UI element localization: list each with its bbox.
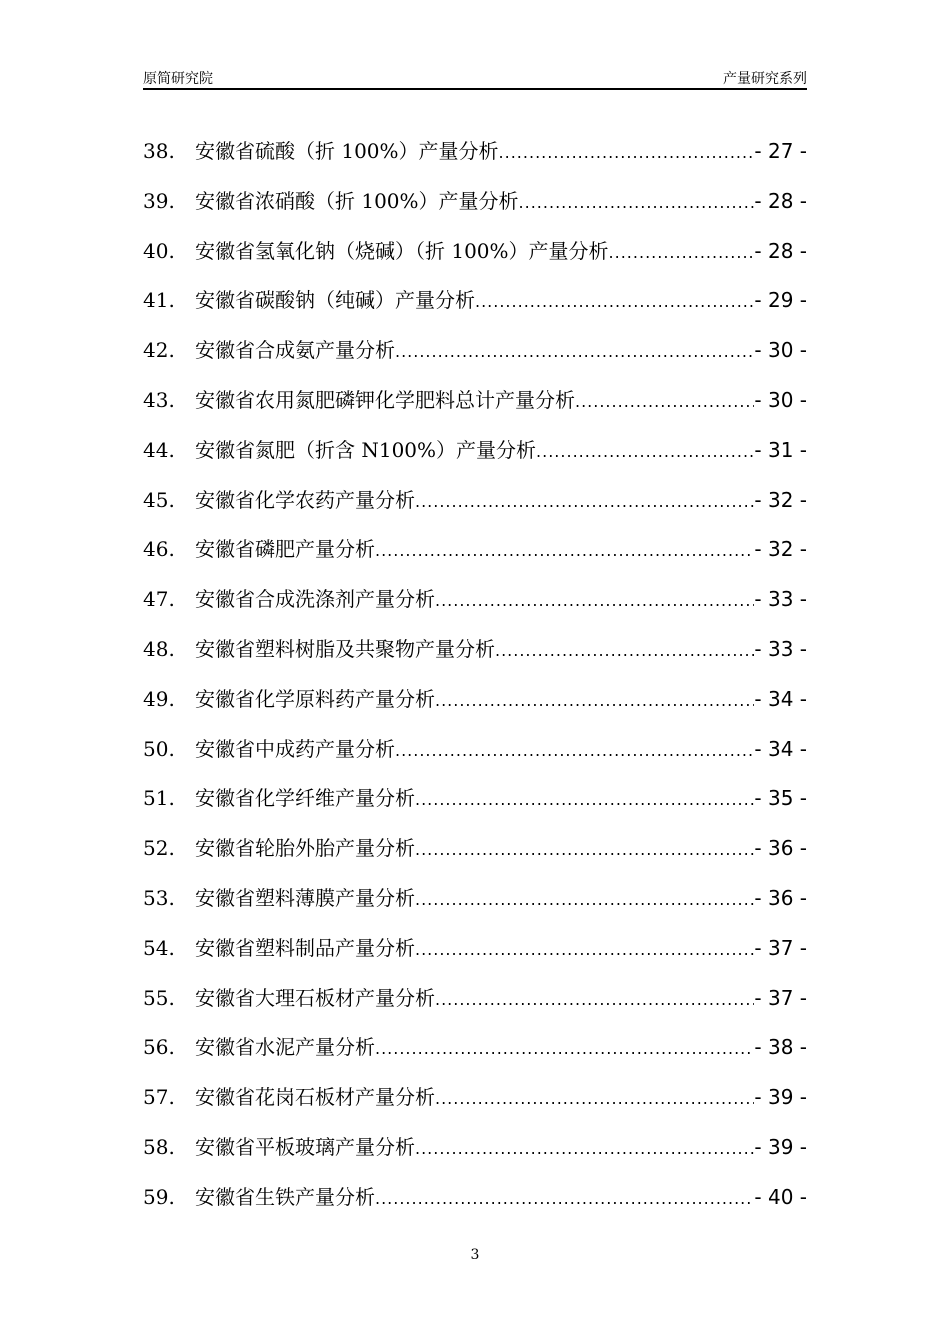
toc-entry-title[interactable]: 安徽省塑料制品产量分析 — [195, 935, 415, 960]
toc-entry-page[interactable]: - 34 - — [754, 686, 807, 711]
toc-entry-page[interactable]: - 33 - — [754, 636, 807, 661]
toc-entry[interactable] — [143, 932, 807, 982]
toc-dot-leader — [435, 1089, 754, 1108]
toc-entry-page[interactable]: - 29 - — [754, 288, 807, 313]
toc-entry-page[interactable]: - 28 - — [754, 188, 807, 213]
toc-dot-leader — [375, 1189, 754, 1208]
header-org: 原简研究院 — [143, 71, 213, 87]
toc-entry-page[interactable]: - 35 - — [754, 786, 807, 811]
toc-entry[interactable] — [143, 284, 807, 334]
toc-entry-title[interactable]: 安徽省生铁产量分析 — [195, 1184, 375, 1209]
toc-entry-page[interactable]: - 32 - — [754, 537, 807, 562]
toc-entry[interactable] — [143, 384, 807, 434]
toc-dot-leader — [609, 243, 755, 262]
toc-entry-title[interactable]: 安徽省轮胎外胎产量分析 — [195, 836, 415, 861]
toc-entry-title[interactable]: 安徽省农用氮肥磷钾化学肥料总计产量分析 — [195, 387, 575, 412]
page-header — [143, 66, 807, 90]
toc-entry-number: 43. — [143, 387, 175, 412]
toc-dot-leader — [435, 691, 754, 710]
toc-entry-page[interactable]: - 32 - — [754, 487, 807, 512]
toc-entry[interactable] — [143, 583, 807, 633]
toc-entry-number: 56. — [143, 1035, 175, 1060]
toc-entry-page[interactable]: - 39 - — [754, 1085, 807, 1110]
toc-entry-number: 47. — [143, 587, 175, 612]
toc-entry-number: 53. — [143, 885, 175, 910]
toc-entry-number: 52. — [143, 836, 175, 861]
toc-dot-leader — [475, 292, 754, 311]
toc-entry-title[interactable]: 安徽省中成药产量分析 — [195, 736, 395, 761]
toc-entry[interactable] — [143, 1181, 807, 1231]
toc-dot-leader — [499, 143, 755, 162]
toc-entry-page[interactable]: - 39 - — [754, 1134, 807, 1159]
toc-entry-number: 42. — [143, 338, 175, 363]
header-series: 产量研究系列 — [723, 71, 807, 87]
toc-entry[interactable] — [143, 882, 807, 932]
toc-entry-page[interactable]: - 30 - — [754, 338, 807, 363]
toc-entry-number: 55. — [143, 985, 175, 1010]
toc-dot-leader — [575, 392, 754, 411]
toc-entry-number: 39. — [143, 188, 175, 213]
toc-entry-number: 54. — [143, 935, 175, 960]
toc-entry-title[interactable]: 安徽省合成洗涤剂产量分析 — [195, 587, 435, 612]
toc-entry[interactable] — [143, 484, 807, 534]
toc-entry-page[interactable]: - 28 - — [754, 238, 807, 263]
toc-entry-number: 38. — [143, 139, 175, 163]
table-of-contents — [143, 135, 807, 1231]
toc-entry-number: 57. — [143, 1085, 175, 1110]
toc-entry[interactable] — [143, 135, 807, 185]
toc-entry-number: 48. — [143, 636, 175, 661]
toc-entry-page[interactable]: - 37 - — [754, 985, 807, 1010]
page-number: 3 — [470, 1247, 480, 1263]
toc-entry-title[interactable]: 安徽省塑料树脂及共聚物产量分析 — [195, 636, 495, 661]
toc-entry-page[interactable]: - 31 - — [754, 437, 807, 462]
toc-entry-title[interactable]: 安徽省氢氧化钠（烧碱）（折 100%）产量分析 — [195, 238, 609, 263]
toc-dot-leader — [415, 492, 754, 511]
toc-entry[interactable] — [143, 832, 807, 882]
toc-entry[interactable] — [143, 633, 807, 683]
toc-dot-leader — [495, 641, 754, 660]
toc-dot-leader — [415, 890, 754, 909]
toc-entry-title[interactable]: 安徽省氮肥（折含 N100%）产量分析 — [195, 437, 537, 462]
toc-entry-number: 44. — [143, 437, 175, 462]
toc-entry-title[interactable]: 安徽省磷肥产量分析 — [195, 537, 375, 562]
toc-entry-page[interactable]: - 36 - — [754, 885, 807, 910]
toc-entry-title[interactable]: 安徽省浓硝酸（折 100%）产量分析 — [195, 188, 519, 213]
toc-entry-title[interactable]: 安徽省大理石板材产量分析 — [195, 985, 435, 1010]
toc-entry-page[interactable]: - 34 - — [754, 736, 807, 761]
toc-entry-number: 51. — [143, 786, 175, 811]
toc-entry-number: 46. — [143, 537, 175, 562]
toc-entry-number: 59. — [143, 1184, 175, 1209]
toc-dot-leader — [415, 840, 754, 859]
toc-entry[interactable] — [143, 334, 807, 384]
toc-dot-leader — [415, 940, 754, 959]
toc-entry-title[interactable]: 安徽省化学纤维产量分析 — [195, 786, 415, 811]
toc-entry-title[interactable]: 安徽省硫酸（折 100%）产量分析 — [195, 139, 499, 163]
toc-dot-leader — [395, 342, 754, 361]
toc-entry-page[interactable]: - 36 - — [754, 836, 807, 861]
toc-entry-page[interactable]: - 37 - — [754, 935, 807, 960]
toc-entry-title[interactable]: 安徽省水泥产量分析 — [195, 1035, 375, 1060]
toc-dot-leader — [435, 591, 754, 610]
toc-entry[interactable] — [143, 982, 807, 1032]
toc-entry-page[interactable]: - 38 - — [754, 1035, 807, 1060]
toc-entry-page[interactable]: - 27 - — [754, 139, 807, 163]
toc-entry-page[interactable]: - 30 - — [754, 387, 807, 412]
toc-entry-number: 49. — [143, 686, 175, 711]
toc-entry-page[interactable]: - 40 - — [754, 1184, 807, 1209]
toc-entry-title[interactable]: 安徽省化学农药产量分析 — [195, 487, 415, 512]
toc-entry[interactable] — [143, 185, 807, 235]
toc-entry[interactable] — [143, 533, 807, 583]
toc-dot-leader — [375, 541, 754, 560]
toc-dot-leader — [536, 442, 754, 461]
toc-dot-leader — [435, 990, 754, 1009]
toc-dot-leader — [375, 1039, 754, 1058]
toc-entry-number: 40. — [143, 238, 175, 263]
toc-entry-title[interactable]: 安徽省化学原料药产量分析 — [195, 686, 435, 711]
toc-entry-number: 41. — [143, 288, 175, 313]
toc-entry[interactable] — [143, 1131, 807, 1181]
toc-entry-page[interactable]: - 33 - — [754, 587, 807, 612]
toc-entry-title[interactable]: 安徽省塑料薄膜产量分析 — [195, 885, 415, 910]
toc-dot-leader — [519, 193, 755, 212]
toc-entry[interactable] — [143, 683, 807, 733]
toc-entry[interactable] — [143, 733, 807, 783]
toc-dot-leader — [415, 790, 754, 809]
toc-entry-title[interactable]: 安徽省平板玻璃产量分析 — [195, 1134, 415, 1159]
toc-entry[interactable] — [143, 782, 807, 832]
toc-dot-leader — [415, 1139, 754, 1158]
toc-entry-number: 45. — [143, 487, 175, 512]
toc-entry[interactable] — [143, 1081, 807, 1131]
toc-entry-title[interactable]: 安徽省花岗石板材产量分析 — [195, 1085, 435, 1110]
toc-entry-number: 50. — [143, 736, 175, 761]
toc-dot-leader — [395, 741, 754, 760]
toc-entry[interactable] — [143, 235, 807, 285]
toc-entry[interactable] — [143, 434, 807, 484]
toc-entry[interactable] — [143, 1031, 807, 1081]
toc-entry-title[interactable]: 安徽省碳酸钠（纯碱）产量分析 — [195, 288, 475, 313]
toc-entry-title[interactable]: 安徽省合成氨产量分析 — [195, 338, 395, 363]
toc-entry-number: 58. — [143, 1134, 175, 1159]
